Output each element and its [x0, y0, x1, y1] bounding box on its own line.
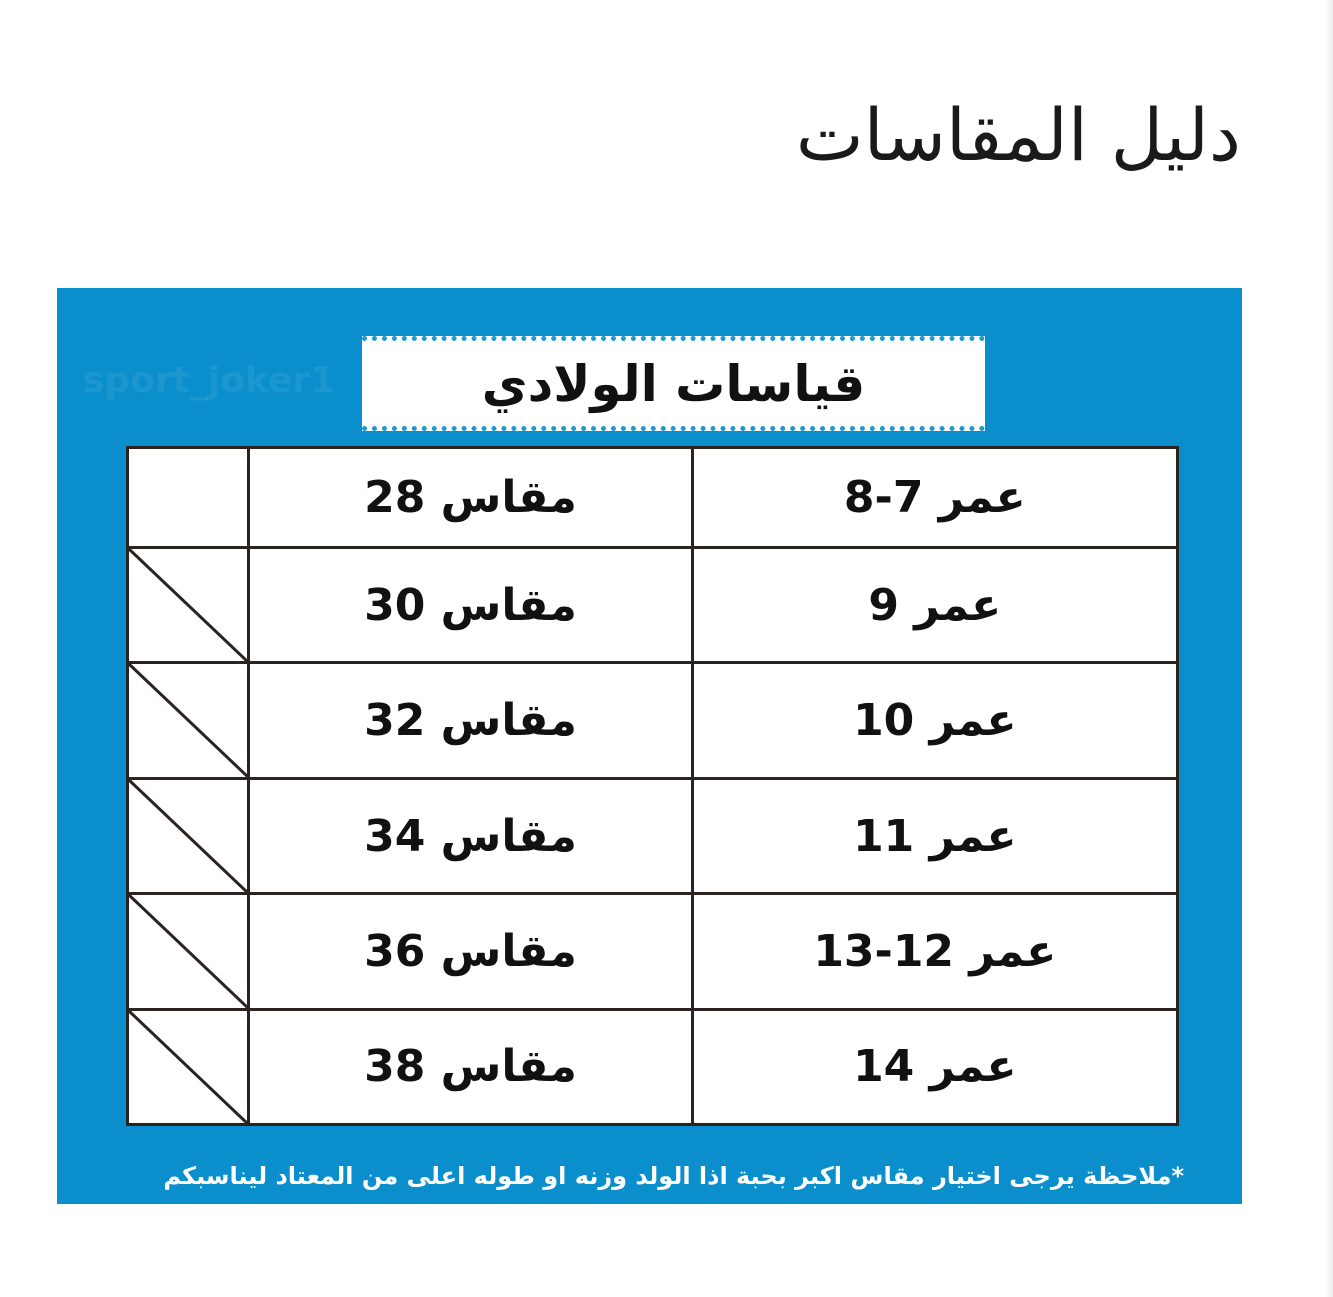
- age-cell: عمر 12-13: [692, 894, 1177, 1009]
- chart-title: قياسات الولادي: [481, 354, 866, 413]
- strike-mark: [129, 895, 247, 1007]
- size-table: [126, 446, 1179, 1126]
- size-cell: مقاس 36: [249, 894, 692, 1009]
- age-cell: عمر 14: [692, 1009, 1177, 1124]
- strike-line: [129, 549, 247, 661]
- table-row: [128, 663, 1178, 778]
- strike-mark: [129, 549, 247, 661]
- table-row: [128, 448, 1178, 548]
- marker-cell: [128, 894, 249, 1009]
- page-title: دليل المقاسات: [795, 93, 1241, 177]
- marker-cell: [128, 548, 249, 663]
- size-cell: مقاس 32: [249, 663, 692, 778]
- watermark: sport_joker1: [83, 360, 336, 401]
- chart-note: *ملاحظة يرجى اختيار مقاس اكبر بحبة اذا الولد وزنه او طوله اعلى من المعتاد ليناسبكم: [163, 1162, 1184, 1190]
- size-cell: مقاس 28: [249, 448, 692, 548]
- size-chart-image: [57, 288, 1242, 1204]
- marker-cell: [128, 778, 249, 893]
- table-row: [128, 778, 1178, 893]
- table-row: [128, 1009, 1178, 1124]
- page-edge: [1325, 0, 1333, 1297]
- marker-cell: [128, 663, 249, 778]
- marker-cell: [128, 1009, 249, 1124]
- table-row: [128, 894, 1178, 1009]
- strike-line: [129, 1011, 247, 1123]
- table-row: [128, 548, 1178, 663]
- age-cell: عمر 10: [692, 663, 1177, 778]
- age-cell: عمر 7-8: [692, 448, 1177, 548]
- marker-cell: [128, 448, 249, 548]
- strike-mark: [129, 1011, 247, 1123]
- strike-line: [129, 664, 247, 776]
- chart-title-box: [362, 336, 985, 431]
- size-cell: مقاس 34: [249, 778, 692, 893]
- age-cell: عمر 11: [692, 778, 1177, 893]
- strike-line: [129, 780, 247, 892]
- strike-mark: [129, 780, 247, 892]
- age-cell: عمر 9: [692, 548, 1177, 663]
- strike-line: [129, 895, 247, 1007]
- size-cell: مقاس 30: [249, 548, 692, 663]
- strike-mark: [129, 664, 247, 776]
- size-cell: مقاس 38: [249, 1009, 692, 1124]
